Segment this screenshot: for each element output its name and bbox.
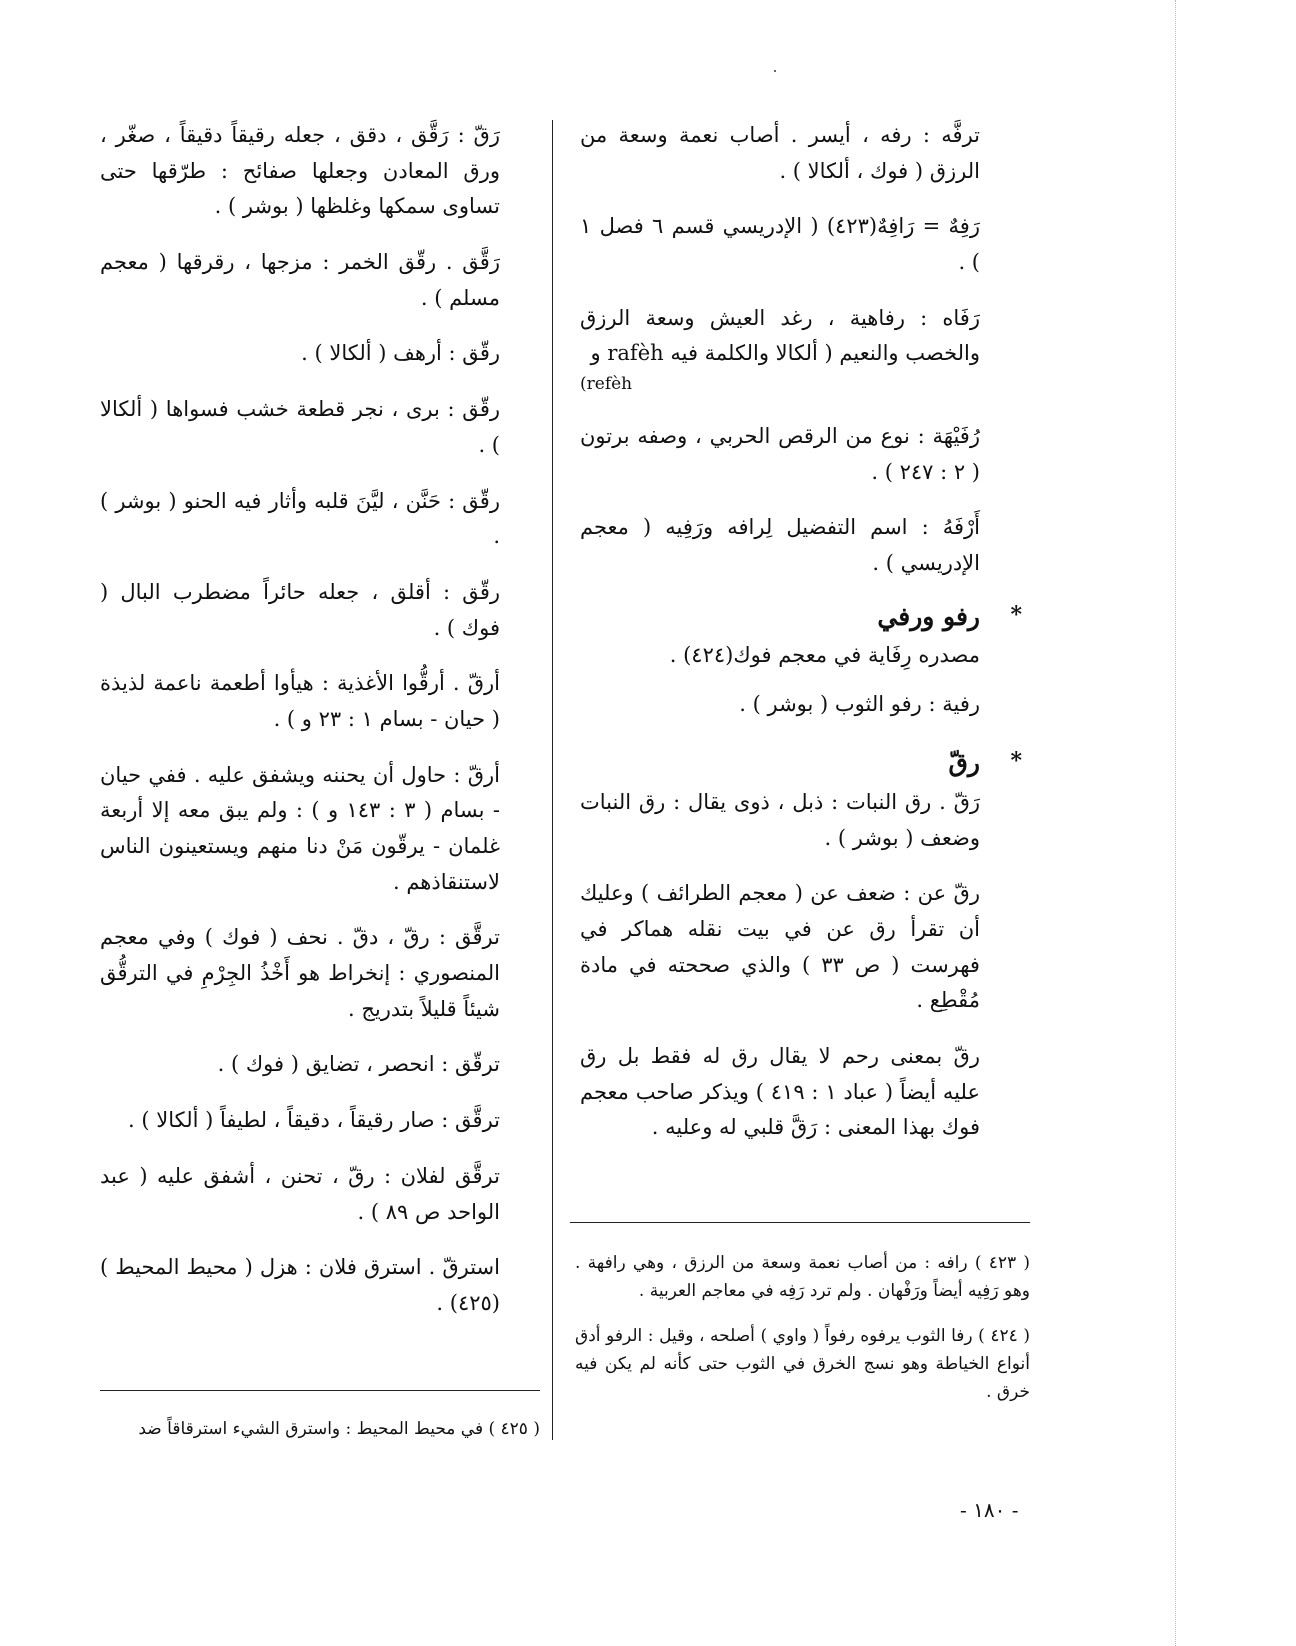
entry: رَقّ : رَقَّق ، دقق ، جعله رقيقاً دقيقاً ، صغّر ، ورق المعادن وجعلها صفائح : طرّقها حتى تساوى سمكها وغلظها ( بوشر ) . <box>100 123 500 219</box>
entry: أَرْفَهُ : اسم التفضيل لِرافه ورَفِيه ( معجم الإدريسي ) . <box>580 515 980 576</box>
entry: رُفَيْهَة : نوع من الرقص الحربي ، وصفه برتون ( ٢ : ٢٤٧ ) . <box>580 424 980 484</box>
asterisk-icon: * <box>1010 747 1022 774</box>
footnote-rule <box>100 1390 540 1391</box>
heading-text: رقّ <box>948 747 980 777</box>
entry: رَقَّق . رقّق الخمر : مزجها ، رقرقها ( معجم مسلم ) . <box>100 250 500 310</box>
entry: رقّق : أرهف ( ألكالا ) . <box>301 341 500 366</box>
footnote: ( ٤٢٣ ) رافه : من أصاب نعمة وسعة من الرزق ، وهي رافهة . وهو رَفِيه أيضاً ورَفْهان . ولم ترد رَفِه في معاجم العربية . <box>575 1253 1030 1302</box>
entry: أرقّ : حاول أن يحننه ويشفق عليه . ففي حيان - بسام ( ٣ : ١٤٣ و ) : ولم يبق معه إلا أربعة غلمان - يرقّون مَنْ دنا منهم ويستعينون الناس لاستنقاذهم . <box>100 762 500 894</box>
column-divider <box>552 120 553 1440</box>
entry: ترقَّق لفلان : رقّ ، تحنن ، أشفق عليه ( عبد الواحد ص ٨٩ ) . <box>100 1163 500 1224</box>
entry: رقّق : أقلق ، جعله حائراً مضطرب البال ( فوك ) . <box>100 579 500 640</box>
entry: استرقّ . استرق فلان : هزل ( محيط المحيط )(٤٢٥) . <box>100 1255 500 1315</box>
footnotes-right <box>575 1232 1030 1410</box>
entry-continuation: (refèh <box>580 374 633 395</box>
entry: رفية : رفو الثوب ( بوشر ) . <box>739 692 980 717</box>
asterisk-icon: * <box>1010 601 1022 628</box>
entry: رقّق : برى ، نجر قطعة خشب فسواها ( ألكالا ) . <box>100 397 501 457</box>
left-column <box>100 118 500 1342</box>
page-number: - ١٨٠ - <box>960 1498 1019 1522</box>
entry: رَقّ . رق النبات : ذبل ، ذوى يقال : رق النبات وضعف ( بوشر ) . <box>580 789 980 850</box>
entry: ترقّق : انحصر ، تضايق ( فوك ) . <box>217 1052 500 1077</box>
entry: ترقَّق : رقّ ، دقّ . نحف ( فوك ) وفي معجم المنصوري : إنخراط هو أَخْذُ الجِرْمِ في الترقُّق شيئاً قليلاً بتدريج . <box>100 925 500 1021</box>
entry-text: رَفَاه : رفاهية ، رغد العيش وسعة الرزق والخصب والنعيم ( ألكالا والكلمة فيه rafèh و <box>580 305 980 366</box>
heading-text: رفو ورفي <box>877 601 980 631</box>
entry: ترقَّق : صار رقيقاً ، دقيقاً ، لطيفاً ( ألكالا ) . <box>128 1108 500 1133</box>
section-heading <box>580 601 1022 631</box>
entry: رَفِهٌ = رَافِهٌ(٤٢٣) ( الإدريسي قسم ٦ فصل ١ ) . <box>580 214 980 275</box>
footnotes-left <box>80 1398 540 1447</box>
footnote: ( ٤٢٤ ) رفا الثوب يرفوه رفواً ( واوي ) أصلحه ، وقيل : الرفو أدق أنواع الخياطة وهو نسج الخرق في الثوب حتى كأنه لم يكن فيه خرق . <box>575 1326 1030 1403</box>
footnote-rule <box>570 1222 1030 1223</box>
entry: مصدره رِفَاية في معجم فوك(٤٢٤) . <box>669 642 980 667</box>
entry: رقّ عن : ضعف عن ( معجم الطرائف ) وعليك أن تقرأ رق عن في بيت نقله هماكر في فهرست ( ص ٣٣ ) والذي صححته في مادة مُقْطِع . <box>580 881 980 1013</box>
entry: أرقّ . أرقُّوا الأغذية : هيأوا أطعمة ناعمة لذيذة ( حيان - بسام ١ : ٢٣ و ) . <box>100 671 500 731</box>
entry <box>580 301 980 372</box>
entry: ترفَّه : رفه ، أيسر . أصاب نعمة وسعة من الرزق ( فوك ، ألكالا ) . <box>580 123 980 183</box>
entry: رقّق : حَنَّن ، ليَّنَ قلبه وأثار فيه الحنو ( بوشر ) . <box>100 488 500 549</box>
section-heading <box>580 747 1022 777</box>
right-column <box>580 118 1022 1166</box>
entry: رقّ بمعنى رحم لا يقال رق له فقط بل رق عليه أيضاً ( عباد ١ : ٤١٩ ) ويذكر صاحب معجم فوك بهذا المعنى : رَقَّ قلبي له وعليه . <box>580 1044 980 1140</box>
footnote: ( ٤٢٥ ) في محيط المحيط : واسترق الشيء استرقاقاً ضد <box>138 1419 540 1439</box>
scan-speck <box>774 70 776 72</box>
scan-edge <box>1175 0 1176 1646</box>
